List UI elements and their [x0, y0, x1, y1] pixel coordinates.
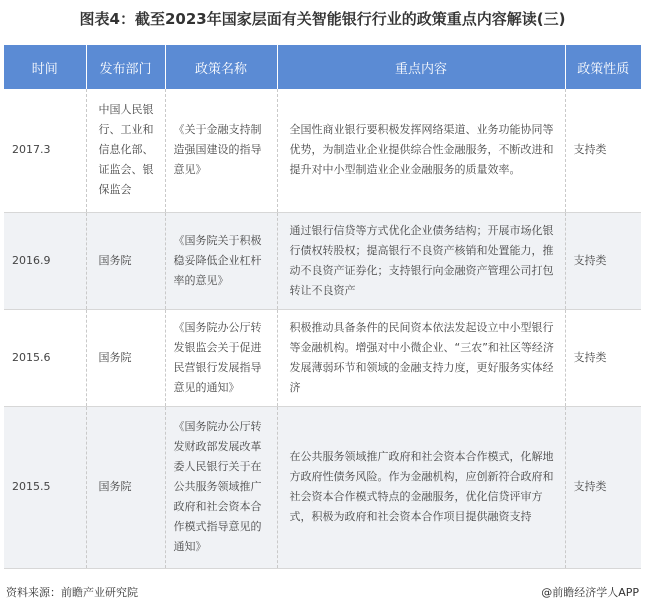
cell-dept: 国务院 — [86, 212, 165, 309]
cell-content: 通过银行信贷等方式优化企业债务结构；开展市场化银行债权转股权；提高银行不良资产核销和处置能力，推动不良资产证券化；支持银行向金融资产管理公司打包转让不良资产 — [277, 212, 565, 309]
cell-nature: 支持类 — [565, 309, 641, 406]
col-header-content: 重点内容 — [277, 45, 565, 89]
cell-dept: 国务院 — [86, 309, 165, 406]
col-header-nature: 政策性质 — [565, 45, 641, 89]
cell-dept: 中国人民银行、工业和信息化部、证监会、银保监会 — [86, 89, 165, 212]
cell-content: 积极推动具备条件的民间资本依法发起设立中小型银行等金融机构。增强对中小微企业、“三农”和社区等经济发展薄弱环节和领域的金融支持力度，更好服务实体经济 — [277, 309, 565, 406]
cell-nature: 支持类 — [565, 406, 641, 568]
source-note: 资料来源：前瞻产业研究院 — [6, 586, 138, 599]
cell-dept: 国务院 — [86, 406, 165, 568]
policy-table — [4, 45, 641, 569]
cell-nature: 支持类 — [565, 89, 641, 212]
col-header-time: 时间 — [4, 45, 86, 89]
cell-policy-name: 《国务院办公厅转发财政部发展改革委人民银行关于在公共服务领域推广政府和社会资本合作模式指导意见的通知》 — [165, 406, 277, 568]
cell-time: 2015.6 — [4, 309, 86, 406]
col-header-dept: 发布部门 — [86, 45, 165, 89]
cell-policy-name: 《关于金融支持制造强国建设的指导意见》 — [165, 89, 277, 212]
table-header-row — [4, 45, 641, 89]
cell-content: 全国性商业银行要积极发挥网络渠道、业务功能协同等优势，为制造业企业提供综合性金融服务，不断改进和提升对中小型制造业企业金融服务的质量效率。 — [277, 89, 565, 212]
brand-credit: @前瞻经济学人APP — [541, 586, 639, 599]
table-row — [4, 212, 641, 309]
cell-time: 2016.9 — [4, 212, 86, 309]
cell-policy-name: 《国务院关于积极稳妥降低企业杠杆率的意见》 — [165, 212, 277, 309]
table-row — [4, 309, 641, 406]
cell-content: 在公共服务领域推广政府和社会资本合作模式，化解地方政府性债务风险。作为金融机构，应创新符合政府和社会资本合作模式特点的金融服务，优化信贷评审方式，积极为政府和社会资本合作项目提供融资支持 — [277, 406, 565, 568]
cell-time: 2015.5 — [4, 406, 86, 568]
cell-policy-name: 《国务院办公厅转发银监会关于促进民营银行发展指导意见的通知》 — [165, 309, 277, 406]
cell-time: 2017.3 — [4, 89, 86, 212]
table-row — [4, 89, 641, 212]
chart-title: 图表4：截至2023年国家层面有关智能银行行业的政策重点内容解读(三) — [79, 10, 566, 28]
cell-nature: 支持类 — [565, 212, 641, 309]
table-row — [4, 406, 641, 568]
col-header-name: 政策名称 — [165, 45, 277, 89]
